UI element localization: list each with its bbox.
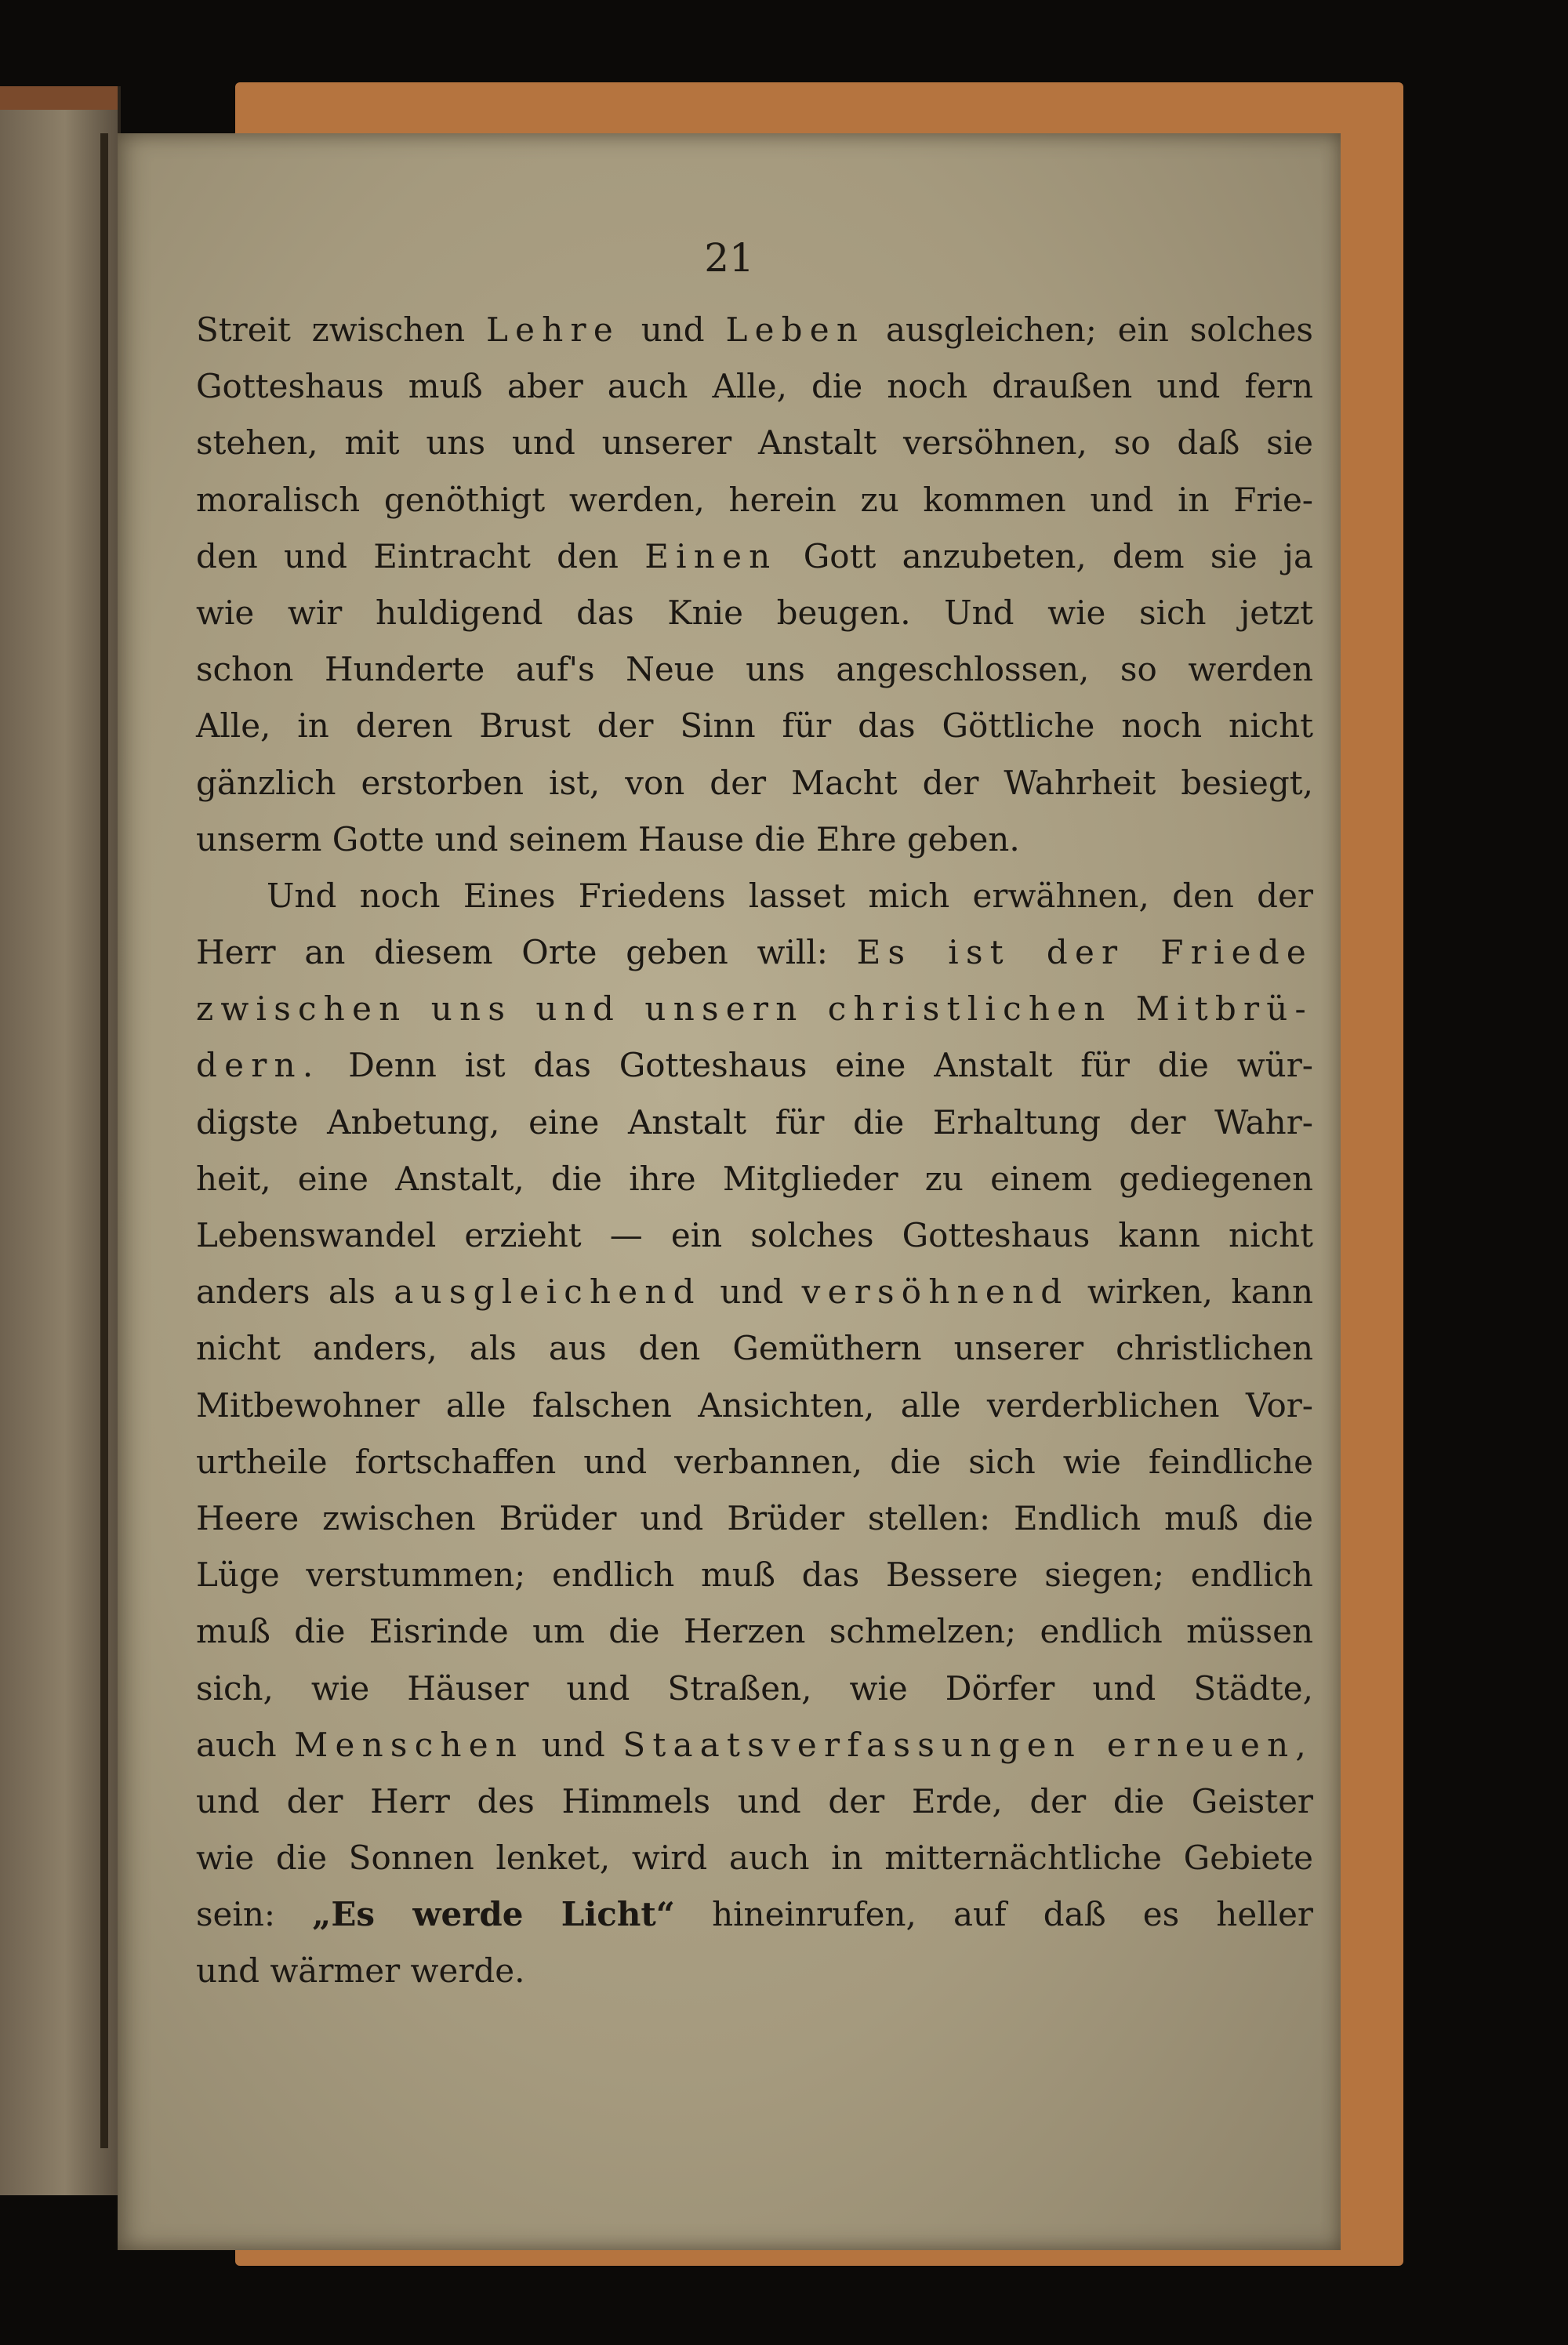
text-segment: Herr an diesem Orte geben will: (196, 933, 857, 972)
text-segment: Alle, in deren Brust der Sinn für das Göttliche noch nicht (196, 706, 1313, 746)
text-line (196, 698, 1313, 754)
text-segment: digste Anbetung, eine Anstalt für die Erhaltung der Wahr- (196, 1102, 1313, 1142)
text-segment: und (701, 1272, 802, 1312)
text-line (196, 755, 1313, 811)
text-segment: Lebenswandel erzieht — ein solches Gotteshaus kann nicht (196, 1216, 1313, 1254)
text-line (196, 302, 1313, 358)
text-segment: schon Hunderte auf's Neue uns angeschlossen, so werden (196, 650, 1313, 689)
text-line (196, 1886, 1313, 1943)
text-segment: wie wir huldigend das Knie beugen. Und wie sich jetzt (196, 593, 1313, 632)
text-segment: Heere zwischen Brüder und Brüder stellen: Endlich muß die (196, 1498, 1313, 1537)
spaced-text: zwischen uns und unsern christlichen Mitbrü- (196, 989, 1313, 1029)
text-line (196, 585, 1313, 641)
text-segment: moralisch genöthigt werden, herein zu kommen und in Frie- (196, 480, 1313, 519)
text-segment: und der Herr des Himmels und der Erde, der die Geister (196, 1781, 1313, 1820)
spaced-text: Leben (725, 310, 866, 349)
body-text (196, 302, 1313, 2000)
text-line (196, 1661, 1313, 1717)
text-line (196, 924, 1313, 981)
text-segment: den und Eintracht den (196, 536, 645, 575)
text-line (196, 1434, 1313, 1490)
spaced-text: Lehre (485, 310, 620, 349)
text-line (196, 1151, 1313, 1207)
text-segment: nicht anders, als aus den Gemüthern unserer christlichen (196, 1329, 1313, 1368)
text-line (196, 415, 1313, 471)
text-line (196, 1830, 1313, 1886)
text-segment: und (619, 310, 726, 349)
text-segment: Mitbewohner alle falschen Ansichten, alle verderblichen Vor- (196, 1385, 1313, 1425)
text-line (196, 868, 1313, 924)
text-line (196, 1037, 1313, 1094)
text-segment: und (524, 1725, 623, 1764)
text-line (196, 472, 1313, 528)
text-line (196, 1773, 1313, 1830)
text-segment: gänzlich erstorben ist, von der Macht der Wahrheit besiegt, (196, 763, 1313, 802)
spaced-text: versöhnend (801, 1272, 1069, 1312)
book-board-edge (0, 86, 118, 110)
text-segment: heit, eine Anstalt, die ihre Mitglieder zu einem gediegenen (196, 1159, 1313, 1198)
text-line (196, 1094, 1313, 1151)
text-segment: wirken, kann (1069, 1272, 1313, 1312)
text-segment: ausgleichen; ein solches (865, 310, 1313, 349)
text-line (196, 811, 1313, 868)
text-line (196, 358, 1313, 415)
text-line (196, 641, 1313, 698)
text-line (196, 1264, 1313, 1320)
spaced-text: dern. (196, 1046, 321, 1085)
gutter-shadow (100, 133, 108, 2148)
spaced-text: ausgleichend (394, 1272, 702, 1312)
text-segment: sich, wie Häuser und Straßen, wie Dörfer und Städte, (196, 1668, 1313, 1708)
text-line (196, 1207, 1313, 1264)
book-page (118, 133, 1341, 2250)
spaced-text: Menschen (294, 1725, 524, 1764)
text-line (196, 1378, 1313, 1434)
bold-text: „Es werde Licht“ (312, 1895, 675, 1934)
text-segment: hineinrufen, auf daß es heller (674, 1895, 1313, 1934)
page-number: 21 (704, 235, 754, 281)
text-segment: stehen, mit uns und unserer Anstalt versöhnen, so daß sie (196, 423, 1313, 463)
text-segment: Denn ist das Gotteshaus eine Anstalt für die wür- (320, 1046, 1313, 1085)
text-segment: Und noch Eines Friedens lasset mich erwähnen, den der (267, 876, 1313, 915)
text-segment: urtheile fortschaffen und verbannen, die sich wie feindliche (196, 1442, 1313, 1481)
text-line (196, 1717, 1313, 1773)
text-line (196, 1320, 1313, 1377)
text-segment: muß die Eisrinde um die Herzen schmelzen; endlich müssen (196, 1612, 1313, 1651)
text-segment: unserm Gotte und seinem Hause die Ehre geben. (196, 819, 1020, 859)
text-line (196, 1943, 1313, 1999)
facing-page-edge (0, 86, 121, 2195)
text-segment: Lüge verstummen; endlich muß das Bessere siegen; endlich (196, 1555, 1313, 1595)
text-line (196, 981, 1313, 1037)
spaced-text: Einen (644, 536, 778, 575)
spaced-text: Es ist der Friede (856, 933, 1313, 972)
text-line (196, 528, 1313, 585)
text-segment: sein: (196, 1895, 313, 1934)
text-segment: und wärmer werde. (196, 1951, 525, 1991)
text-segment: anders als (196, 1272, 394, 1312)
text-segment: Gotteshaus muß aber auch Alle, die noch draußen und fern (196, 367, 1313, 406)
text-segment: Streit zwischen (196, 310, 486, 349)
text-segment: Gott anzubeten, dem sie ja (777, 536, 1313, 575)
text-segment: auch (196, 1725, 295, 1764)
text-line (196, 1603, 1313, 1660)
text-line (196, 1490, 1313, 1547)
text-segment: wie die Sonnen lenket, wird auch in mitternächtliche Gebiete (196, 1839, 1313, 1878)
text-line (196, 1547, 1313, 1603)
spaced-text: Staatsverfassungen erneuen, (622, 1725, 1313, 1764)
